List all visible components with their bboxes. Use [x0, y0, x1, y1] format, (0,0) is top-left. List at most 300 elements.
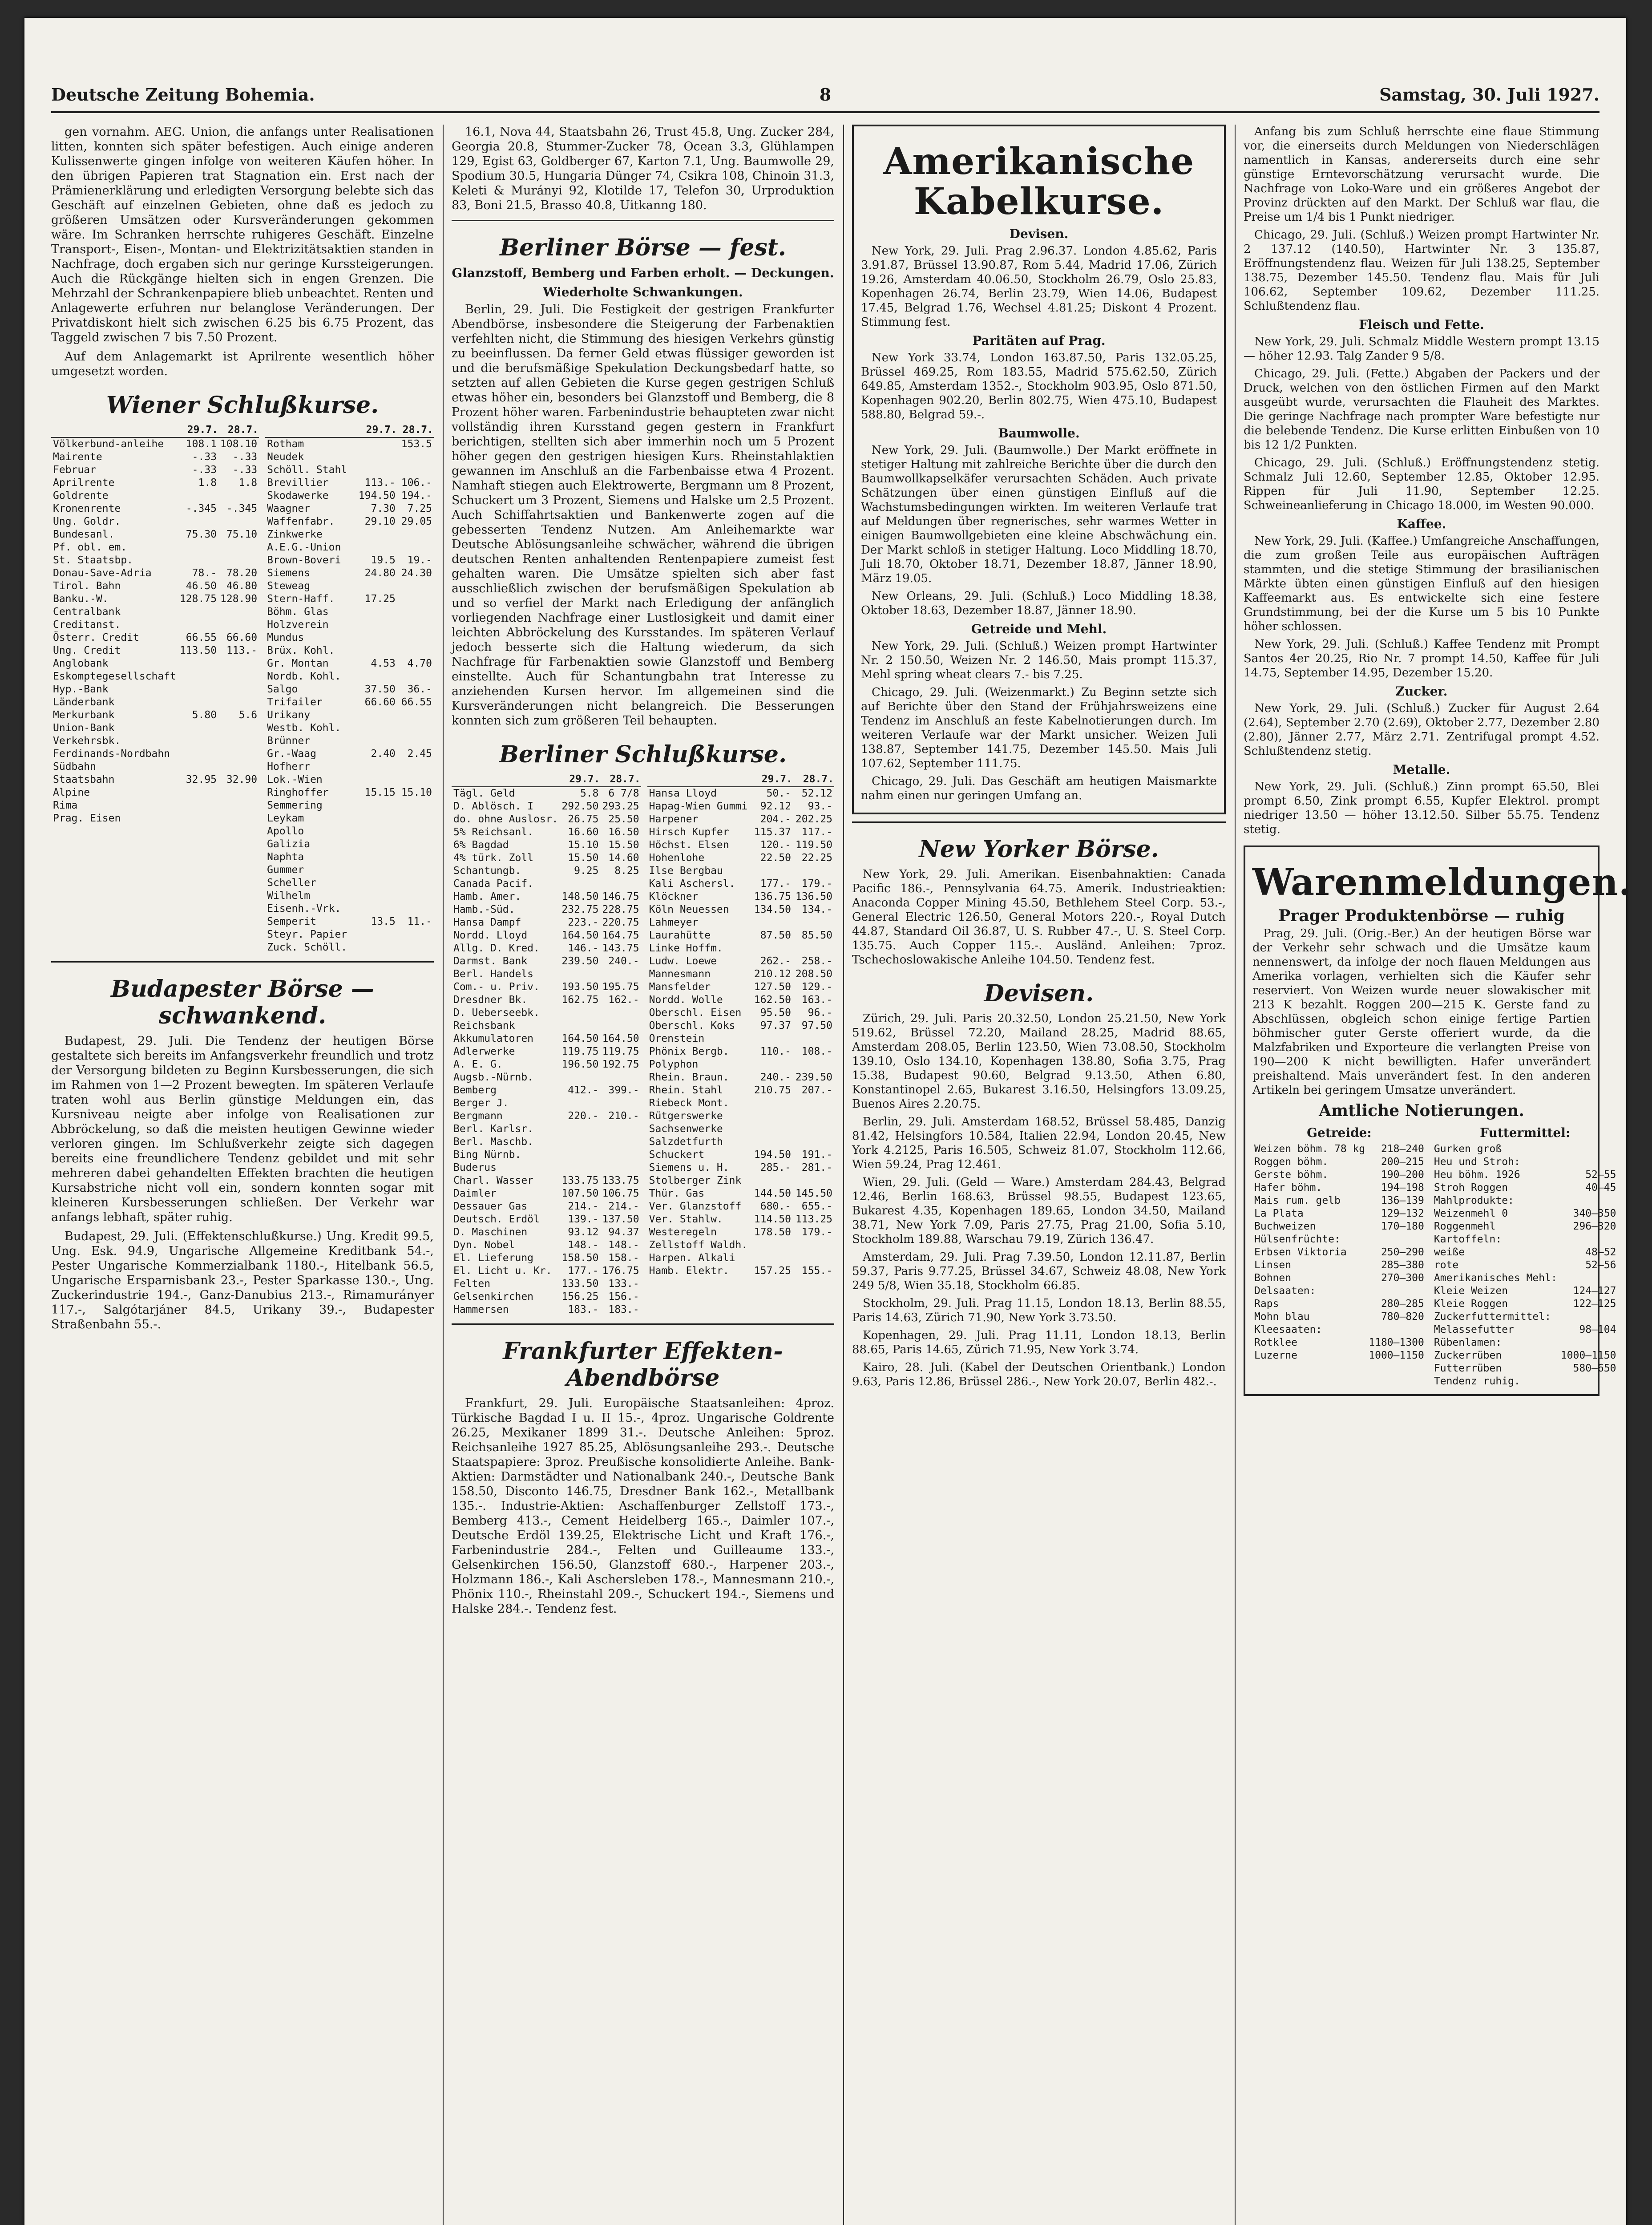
quote-value: 120.- — [760, 839, 791, 851]
security-name: Hamb.-Süd. — [453, 904, 515, 915]
quote-value — [397, 838, 434, 851]
quote-value — [397, 877, 434, 890]
quote-value: 119.75 — [602, 1046, 639, 1057]
quote-value — [218, 670, 259, 683]
quote-value: 50.- — [766, 788, 791, 799]
quote-value — [1559, 1311, 1618, 1323]
security-name: Raps — [1254, 1298, 1279, 1310]
quote-value — [793, 1110, 834, 1123]
security-name: Schuckert — [649, 1149, 705, 1161]
security-name: Skodawerke — [267, 490, 329, 502]
paritaeten-text: New York 33.74, London 163.87.50, Paris 132.05.25, Brüssel 469.25, Rom 183.55, Madrid 575.62.50, Zürich 649.85, Amsterdam 1352.-, Stockholm 903.95, Oslo 871.50, Kopenhagen 902.20, Berlin 802.75, Wien 475.10, Budapest 588.80, Belgrad 59.-. — [861, 351, 1217, 421]
quote-value: 9.25 — [574, 865, 599, 877]
quote-value: 1000—1150 — [1369, 1350, 1424, 1361]
quote-value — [1559, 1375, 1618, 1388]
berlin-quote-row — [647, 916, 834, 929]
quote-value — [397, 773, 434, 786]
quote-value — [560, 1007, 600, 1019]
security-name: Alpine — [53, 787, 90, 798]
quote-value — [397, 890, 434, 902]
berlin-quote-row — [647, 1149, 834, 1161]
berlin-table-a: 29.7. 28.7. Tägl. Geld 5.8 6 7/8 D. Ablösch. I 292.50 293.25 do. ohne Auslosr. 26.75 25.50 5% Reichsanl. 16.60 16.50 6% Bagdad 15.10 15.50 4% türk. Zoll 15.50 14.60 Schantungb. 9.25 8.25 Canada Pacif. Hamb. Amer. 148.50 146.75 Hamb.-Süd. 232.75 228.75 Hansa Dampf 223.- 220.75 Nordd. Lloyd 164.50 164.75 Allg. D. Kred. 146.- 143.75 Darmst. Bank 239.50 240.- Berl. Handels Com.- u. Priv. 193.50 195.75 Dresdner Bk. 162.75 162.- D. Ueberseebk. Reichsbank Akkumulatoren 164.50 164.50 Adlerwerke 119.75 119.75 A. E. G. 196.50 192.75 Augsb.-Nürnb. Bemberg 412.- 399.- Berger J. Bergmann 220.- 210.- Berl. Karlsr. Berl. Maschb. Bing Nürnb. Buderus Charl. Wasser 133.75 133.75 Daimler 107.50 106.75 Dessauer Gas 214.- 214.- Deutsch. Erdöl 139.- 137.50 D. Maschinen 93.12 94.37 Dyn. Nobel 148.- 148.- El. Lieferung 158.50 158.- El. Licht u. Kr. 177.- 176.75 Felten 133.50 133.- Gelsenkirchen 156.25 156.- Hammersen 183.- 183.- — [452, 773, 641, 1316]
quote-value — [397, 735, 434, 748]
section-divider — [452, 1323, 834, 1325]
wien-quote-row — [265, 748, 434, 761]
quote-value: 1.8 — [238, 477, 258, 489]
security-name: Mannesmann — [649, 968, 711, 980]
fleisch-text: Chicago, 29. Juli. (Schluß.) Eröffnungstendenz stetig. Schmalz Juli 12.60, September 12.85, Oktober 12.95. Rippen für Juli 11.90, September 12.25. Schweineanlieferung in Chicago 18.000, im Westen 90.000. — [1244, 456, 1599, 512]
security-name: Siemens — [267, 567, 311, 579]
quote-value: 164.50 — [561, 1033, 599, 1044]
quote-value: 194—198 — [1381, 1182, 1424, 1193]
commodity-row — [1432, 1298, 1618, 1311]
quote-value: 92.12 — [760, 801, 791, 812]
security-name: Gr.-Waag — [267, 748, 316, 760]
quote-value: 96.- — [808, 1007, 832, 1019]
quote-value: 22.25 — [801, 852, 832, 864]
column-rule — [1235, 125, 1236, 2225]
commodity-row — [1432, 1375, 1618, 1388]
quote-value: 145.50 — [795, 1188, 832, 1199]
quote-value: 192.75 — [602, 1059, 639, 1070]
quote-value: 155.- — [801, 1265, 832, 1277]
quote-value — [751, 1123, 793, 1136]
quote-value — [218, 657, 259, 670]
quote-value — [1559, 1156, 1618, 1169]
quote-value: 93.12 — [568, 1226, 599, 1238]
quote-value: 106.75 — [602, 1188, 639, 1199]
quote-value — [793, 1239, 834, 1252]
quote-value: 16.60 — [568, 826, 599, 838]
quote-value: 119.50 — [795, 839, 832, 851]
quote-value: 153.5 — [401, 438, 432, 450]
security-name: Roggen böhm. — [1254, 1156, 1329, 1168]
wien-quote-row — [265, 451, 434, 464]
quote-value: 117.- — [801, 826, 832, 838]
security-name: Bemberg — [453, 1084, 497, 1096]
ny-boerse-heading: New Yorker Börse. — [919, 836, 1159, 863]
security-name: Ung. Goldr. — [53, 516, 121, 527]
quote-value: 24.30 — [401, 567, 432, 579]
quote-value — [601, 1071, 641, 1084]
quote-value: 46.80 — [226, 580, 258, 592]
security-name: Hamb. Amer. — [453, 891, 521, 902]
security-name: Phönix Bergb. — [649, 1046, 729, 1057]
column-2 — [452, 125, 834, 2225]
quote-value: 32.95 — [186, 774, 217, 785]
getreide-subheading: Getreide und Mehl. — [971, 622, 1107, 636]
security-name: Westb. Kohl. — [267, 722, 341, 734]
security-name: Kronenrente — [53, 503, 121, 514]
quote-value: 98—104 — [1579, 1324, 1616, 1335]
wien-quote-row — [265, 709, 434, 722]
frankfurt-report: Frankfurt, 29. Juli. Europäische Staatsanleihen: 4proz. Türkische Bagdad I u. II 15.-, 4proz. Ungarische Goldrente 26.25, Mexikaner 1899 31.-. Deutsche Anleihen: 5proz. Reichsanleihe 1927 85.25, Ablösungsanleihe 293.-. Deutsche Staatspapiere: 3proz. Preußische konsolidierte Anleihe. Bank-Aktien: Darmstädter und Nationalbank 240.-, Deutsche Bank 158.50, Disconto 146.75, Dresdner Bank 162.-, Metallbank 135.-. Industrie-Aktien: Aschaffenburger Zellstoff 173.-, Bemberg 413.-, Cement Heidelberg 165.-, Daimler 107.-, Deutsche Erdöl 139.25, Elektrische Licht und Kraft 176.-, Farbenindustrie 284.-, Felten und Guilleaume 133.-, Gelsenkirchen 156.50, Glanzstoff 680.-, Harpener 203.-, Holzmann 186.-, Kali Aschersleben 178.-, Mannesmann 210.-, Phönix 110.-, Rheinstahl 209.-, Schuckert 194.-, Siemens und Halske 284.-. Tendenz fest. — [452, 1396, 834, 1616]
quote-value — [218, 722, 259, 735]
quote-value: 52—55 — [1585, 1169, 1616, 1181]
security-name: Merkurbank — [53, 709, 115, 721]
security-name: Banku.-W. — [53, 593, 109, 605]
security-name: Berl. Karlsr. — [453, 1123, 534, 1135]
wien-quote-row — [265, 773, 434, 786]
quote-value: 223.- — [568, 917, 599, 928]
newspaper-page — [24, 18, 1632, 2225]
security-name: Rütgerswerke — [649, 1110, 723, 1122]
security-name: Amerikanisches Mehl: — [1434, 1272, 1557, 1284]
section-divider — [852, 821, 1226, 823]
security-name: Buderus — [453, 1162, 497, 1173]
quote-value: 158.- — [608, 1252, 639, 1264]
quote-value: -.345 — [226, 503, 258, 514]
berlin-quote-row — [647, 878, 834, 890]
quote-value — [354, 644, 397, 657]
quote-value: 128.75 — [179, 593, 217, 605]
quote-value: 240.- — [608, 955, 639, 967]
quote-value — [178, 657, 218, 670]
berlin-quote-row — [647, 826, 834, 839]
quote-value — [178, 541, 218, 554]
commodity-row — [1252, 1285, 1426, 1298]
quote-value: 15.50 — [568, 852, 599, 864]
quote-value — [354, 851, 397, 864]
wien-quote-row — [51, 735, 259, 748]
berlin-heading: Berliner Börse — fest. — [500, 234, 786, 261]
wien-quote-row — [265, 567, 434, 580]
berlin-quote-row — [647, 1174, 834, 1187]
security-name: Scheller — [267, 877, 316, 889]
prager-report: Prag, 29. Juli. (Orig.-Ber.) An der heutigen Börse war der Verkehr sehr schwach und die Umsätze kaum nennenswert, da infolge der noch flauen Meldungen aus Amerika vorlagen, verhielten sich die Käufer sehr reserviert. Von Weizen wurde neuer slowakischer mit 213 K bezahlt. Roggen 200—215 K. Gerste fand zu Abschlüssen, obgleich schon einige fertige Partien böhmischer guter Gerste offeriert wurde, da die Malzfabriken und Exporteure die verlangten Preise von 190—200 K nicht bewilligten. Hafer unverändert preishaltend. Mais unverändert fest. In den anderen Artikeln bei geringem Umsatze unverändert. — [1252, 927, 1591, 1097]
quote-value: 239.50 — [795, 1072, 832, 1083]
berlin-quote-row — [452, 903, 641, 916]
security-name: Deutsch. Erdöl — [453, 1214, 540, 1225]
security-name: Heu böhm. 1926 — [1434, 1169, 1520, 1181]
wien-tables — [51, 423, 434, 954]
quote-value — [601, 878, 641, 890]
quote-value — [751, 942, 793, 955]
security-name: Mahlprodukte: — [1434, 1195, 1514, 1206]
wien-quote-row — [51, 748, 259, 761]
wien-quote-row — [265, 825, 434, 838]
wien-quote-row — [265, 670, 434, 683]
commodity-row — [1252, 1143, 1426, 1156]
quote-value — [178, 670, 218, 683]
quote-value — [1559, 1336, 1618, 1349]
security-name: Akkumulatoren — [453, 1033, 534, 1044]
quote-value: 46.50 — [186, 580, 217, 592]
commodity-row — [1432, 1323, 1618, 1336]
quote-value: 2.40 — [371, 748, 396, 760]
security-name: Weizenmehl 0 — [1434, 1208, 1508, 1219]
wien-quote-row — [51, 606, 259, 619]
quote-value: 163.- — [801, 994, 832, 1006]
berlin-quote-row — [452, 1019, 641, 1032]
getreide-text: New York, 29. Juli. (Schluß.) Weizen prompt Hartwinter Nr. 2 150.50, Weizen Nr. 2 146.50, Mais prompt 115.37, Mehl spring wheat clears 7.- bis 7.25. — [861, 639, 1217, 681]
quote-value: 75.10 — [226, 529, 258, 540]
quote-value: 29.05 — [401, 516, 432, 527]
berlin-quote-row — [452, 1252, 641, 1265]
security-name: Gurken groß — [1434, 1143, 1502, 1155]
security-name: Zuckerrüben — [1434, 1350, 1502, 1361]
security-name: Sachsenwerke — [649, 1123, 723, 1135]
quote-value — [218, 812, 259, 825]
wien-quote-row — [265, 477, 434, 490]
waren-heading: Warenmeldungen. — [1252, 861, 1632, 904]
quote-value: 144.50 — [754, 1188, 791, 1199]
quote-value: 133.- — [608, 1278, 639, 1290]
quote-value: 158.50 — [561, 1252, 599, 1264]
berlin-quote-row — [647, 1097, 834, 1110]
berlin-quote-row — [452, 1290, 641, 1303]
quote-value — [751, 1058, 793, 1071]
kaffee-text: New York, 29. Juli. (Kaffee.) Umfangreiche Anschaffungen, die zum großen Teile aus europäischen Aufträgen stammten, und die stetige Stimmung der brasilianischen Märkte übten einen günstigen Einfluß auf den hiesigen Kaffeemarkt aus. Es entwickelte sich eine festere Grundstimmung, bei der die Kurse um 5 bis 10 Punkte höher schlossen. — [1244, 534, 1599, 633]
quote-value — [751, 865, 793, 878]
berlin-quote-row — [647, 994, 834, 1007]
wien-heading: Wiener Schlußkurse. — [106, 392, 379, 419]
quote-value: 13.5 — [371, 916, 396, 927]
quote-value: 17.25 — [364, 593, 396, 605]
quote-value: 113.50 — [179, 645, 217, 656]
security-name: Österr. Credit — [53, 632, 139, 643]
amtliche-heading: Amtliche Notierungen. — [1319, 1101, 1524, 1120]
quote-value — [397, 928, 434, 941]
quote-value: 97.50 — [801, 1020, 832, 1032]
commodity-row — [1432, 1169, 1618, 1181]
quote-value: 128.90 — [220, 593, 258, 605]
berlin-quote-row — [452, 890, 641, 903]
security-name: Hammersen — [453, 1304, 509, 1315]
berlin-quote-row — [452, 1187, 641, 1200]
quote-value: -.33 — [232, 464, 258, 476]
quote-value: 204.- — [760, 813, 791, 825]
security-name: Adlerwerke — [453, 1046, 515, 1057]
security-name: rote — [1434, 1259, 1459, 1271]
berlin-quote-row — [647, 1213, 834, 1226]
quote-value: 4.70 — [407, 658, 432, 669]
quote-value: 176.75 — [602, 1265, 639, 1277]
wien-quote-row — [51, 799, 259, 812]
quote-value — [218, 619, 259, 631]
berlin-quote-row — [452, 1226, 641, 1239]
wien-quote-row — [265, 851, 434, 864]
security-name: Naphta — [267, 851, 304, 863]
quote-value: 15.15 — [364, 787, 396, 798]
security-name: Roggenmehl — [1434, 1221, 1496, 1232]
security-name: A.E.G.-Union — [267, 542, 341, 553]
security-name: Apollo — [267, 825, 304, 837]
budapest-quotes: Budapest, 29. Juli. (Effektenschlußkurse.) Ung. Kredit 99.5, Ung. Esk. 94.9, Ungarische Allgemeine Kreditbank 54.-, Pester Ungarische Kommerzialbank 1180.-, Hitelbank 56.5, Ungarische Ersparnisbank 23.-, Pester Sparkasse 130.-, Ung. Zuckerindustrie 194.-, Ganz-Danubius 213.-, Rimamurányer 117.-, Salgótarjáner 84.5, Urikany 39.-, Budapester Straßenbahn 55.-. — [51, 1230, 434, 1331]
quote-value: 210.12 — [754, 968, 791, 980]
wien-quote-row — [51, 657, 259, 670]
quote-value — [751, 1174, 793, 1187]
quote-value — [354, 670, 397, 683]
paritaeten-subheading: Paritäten auf Prag. — [972, 333, 1106, 348]
quote-value: 136.50 — [795, 891, 832, 902]
quote-value — [354, 528, 397, 541]
quote-value: 16.50 — [608, 826, 639, 838]
berlin-quote-row — [452, 1213, 641, 1226]
quote-value — [751, 1252, 793, 1265]
security-name: St. Staatsbp. — [53, 554, 133, 566]
berlin-quote-row — [647, 929, 834, 942]
quote-value: 87.50 — [760, 930, 791, 941]
market-report-paragraph: gen vornahm. AEG. Union, die anfangs unter Realisationen litten, konnten sich später befestigen. Auch einige anderen Kulissenwerte gingen infolge von weiteren Käufen höher. In den übrigen Papieren trat Stagnation ein. Erst nach der Prämienerklärung und erledigten Versorgung belebte sich das Geschäft auf einzelnen Gebieten, ohne daß es jedoch zu größeren Umsätzen oder Kursveränderungen gekommen wäre. Im Schranken herrschte ruhigeres Geschäft. Einzelne Transport-, Eisen-, Montan- und Elektrizitätsaktien standen in Nachfrage, doch ergaben sich nur geringe Kurssteigerungen. Auch die Rückgänge hielten sich in engen Grenzen. Die Mehrzahl der Schrankenpapiere blieb unbeachtet. Renten und Anlagewerte erfuhren nur belanglose Veränderungen. Der Privatdiskont hielt sich zwischen 6.25 bis 6.75 Prozent, das Taggeld zwischen 7 bis 7.50 Prozent. — [51, 125, 434, 344]
quote-value: 124—127 — [1573, 1285, 1616, 1297]
quote-value: 214.- — [608, 1201, 639, 1212]
security-name: Laurahütte — [649, 930, 711, 941]
quote-value — [218, 541, 259, 554]
wien-quote-row — [265, 696, 434, 709]
quote-value: 210.75 — [754, 1084, 791, 1096]
berlin-quote-row — [647, 1161, 834, 1174]
wien-quote-row — [265, 554, 434, 567]
quote-value: 14.60 — [608, 852, 639, 864]
commodity-row — [1252, 1156, 1426, 1169]
quote-value: 134.- — [801, 904, 832, 915]
commodity-row — [1432, 1207, 1618, 1220]
quote-value — [793, 1252, 834, 1265]
quote-value: 78.20 — [226, 567, 258, 579]
security-name: Polyphon — [649, 1059, 699, 1070]
quote-value — [793, 916, 834, 929]
commodity-row — [1432, 1181, 1618, 1194]
baumwolle-text: New York, 29. Juli. (Baumwolle.) Der Markt eröffnete in stetiger Haltung mit zahlreiche Berichte über die durch den Baumwollkapselkäfer verursachten Schäden. Auch private Schätzungen über einen günstigen Einfluß auf die Wachstumsbedingungen wirkten. Im weiteren Verlaufe trat auf Meldungen über regnerisches, sehr warmes Wetter in einigen Baumwollgebieten eine kleine Abschwächung ein. Der Markt schloß in stetiger Haltung. Loco Middling 18.70, Juli 18.70, Oktober 18.71, Dezember 18.87, Jänner 18.90, März 19.05. — [861, 444, 1217, 585]
quote-value — [354, 812, 397, 825]
security-name: Tirol. Bahn — [53, 580, 121, 592]
quote-value — [560, 968, 600, 981]
wien-quote-row — [265, 528, 434, 541]
quote-value — [751, 1110, 793, 1123]
devisen-kairo: Kairo, 28. Juli. (Kabel der Deutschen Orientbank.) London 9.63, Paris 12.86, Brüssel 286.-, New York 20.07, Berlin 482.-. — [852, 1361, 1226, 1388]
quote-value — [218, 748, 259, 761]
security-name: Reichsbank — [453, 1020, 515, 1032]
security-name: Dresdner Bk. — [453, 994, 528, 1006]
quote-value: 22.50 — [760, 852, 791, 864]
commodity-row — [1252, 1311, 1426, 1323]
berlin-quote-row — [452, 1239, 641, 1252]
quote-value — [354, 464, 397, 477]
quote-value: 113.25 — [795, 1214, 832, 1225]
quote-value: 178.50 — [754, 1226, 791, 1238]
masthead — [51, 85, 1599, 113]
security-name: Februar — [53, 464, 96, 476]
quote-value — [793, 1136, 834, 1149]
wien-quote-row — [51, 644, 259, 657]
commodity-row — [1432, 1233, 1618, 1246]
berlin-quote-row — [647, 1265, 834, 1278]
quote-value: 281.- — [801, 1162, 832, 1173]
wien-quote-row — [265, 644, 434, 657]
quote-value: -.33 — [232, 451, 258, 463]
quote-value: 207.- — [801, 1084, 832, 1096]
security-name: Nordd. Wolle — [649, 994, 723, 1006]
quote-value: 24.80 — [364, 567, 396, 579]
quote-value: 148.- — [568, 1239, 599, 1251]
quote-value: 1.8 — [198, 477, 217, 489]
quote-value: 239.50 — [561, 955, 599, 967]
security-name: Futterrüben — [1434, 1363, 1502, 1374]
security-name: Ung. Credit — [53, 645, 121, 656]
security-name: Luzerne — [1254, 1350, 1297, 1361]
security-name: Lok.-Wien — [267, 774, 323, 785]
berlin-quote-row — [452, 1097, 641, 1110]
berlin-quote-row — [452, 1110, 641, 1123]
quote-value: 66.55 — [186, 632, 217, 643]
quote-value: 655.- — [801, 1201, 832, 1212]
berlin-subheading: Glanzstoff, Bemberg und Farben erholt. — Deckungen. — [452, 266, 834, 280]
quote-value — [560, 1019, 600, 1032]
security-name: Zuck. Schöll. — [267, 942, 347, 953]
commodity-row — [1432, 1194, 1618, 1207]
security-name: Stern-Haff. — [267, 593, 335, 605]
quote-value — [751, 916, 793, 929]
berlin-quote-row — [647, 1136, 834, 1149]
berlin-quote-row — [647, 1123, 834, 1136]
berlin-quote-row — [452, 968, 641, 981]
security-name: Gelsenkirchen — [453, 1291, 534, 1303]
wien-quote-row — [51, 451, 259, 464]
wien-quote-row — [265, 786, 434, 799]
prager-heading: Prager Produktenbörse — ruhig — [1278, 906, 1565, 925]
berlin-quote-row — [452, 878, 641, 890]
quote-value — [178, 490, 218, 502]
quote-value — [178, 748, 218, 761]
devisen-wien: Wien, 29. Juli. (Geld — Ware.) Amsterdam 284.43, Belgrad 12.46, Berlin 168.63, Brüssel 98.55, Budapest 123.65, Bukarest 4.35, Kopenhagen 189.65, London 34.50, Mailand 38.71, New York 7.09, Paris 27.75, Prag 21.00, Sofia 5.10, Stockholm 189.88, Warschau 79.19, Zürich 136.47. — [852, 1176, 1226, 1246]
security-name: Hapag-Wien Gummi — [649, 801, 748, 812]
quote-value: 129.- — [801, 981, 832, 993]
security-name: Leykam — [267, 813, 304, 824]
quote-value: 292.50 — [561, 801, 599, 812]
security-name: Dessauer Gas — [453, 1201, 528, 1212]
quote-value: 179.- — [801, 1226, 832, 1238]
quote-value — [218, 761, 259, 773]
security-name: Urikany — [267, 709, 311, 721]
commodity-row — [1432, 1220, 1618, 1233]
security-name: Steweag — [267, 580, 311, 592]
quote-value — [793, 1097, 834, 1110]
security-name: do. ohne Auslosr. — [453, 813, 558, 825]
quote-value — [354, 709, 397, 722]
quote-value: 148.50 — [561, 891, 599, 902]
quote-value: 139.- — [568, 1214, 599, 1225]
security-name: Holzverein — [267, 619, 329, 631]
berlin-quote-row — [452, 1303, 641, 1316]
quote-value: 143.75 — [602, 943, 639, 954]
security-name: Melassefutter — [1434, 1324, 1514, 1335]
berlin-quote-row — [452, 1278, 641, 1290]
wien-quote-row — [265, 838, 434, 851]
quote-value: 75.30 — [186, 529, 217, 540]
quote-value: 4.53 — [371, 658, 396, 669]
security-name: Siemens u. H. — [649, 1162, 729, 1173]
berlin-quote-row — [452, 1007, 641, 1019]
berlin-quote-row — [452, 1084, 641, 1097]
security-name: Nordd. Lloyd — [453, 930, 528, 941]
wien-quote-row — [265, 928, 434, 941]
security-name: Stolberger Zink — [649, 1175, 742, 1186]
berlin-quote-row — [647, 1071, 834, 1084]
security-name: Anglobank — [53, 658, 109, 669]
quote-value — [397, 722, 434, 735]
quote-value: 66.60 — [364, 696, 396, 708]
wien-quote-row — [51, 541, 259, 554]
wien-quote-row — [265, 799, 434, 812]
berlin-quote-row — [452, 852, 641, 865]
quote-value: 108.10 — [220, 438, 258, 450]
section-divider — [51, 961, 434, 963]
quote-value — [1367, 1323, 1426, 1336]
commodity-row — [1252, 1259, 1426, 1272]
quote-value — [218, 515, 259, 528]
quote-value — [178, 812, 218, 825]
